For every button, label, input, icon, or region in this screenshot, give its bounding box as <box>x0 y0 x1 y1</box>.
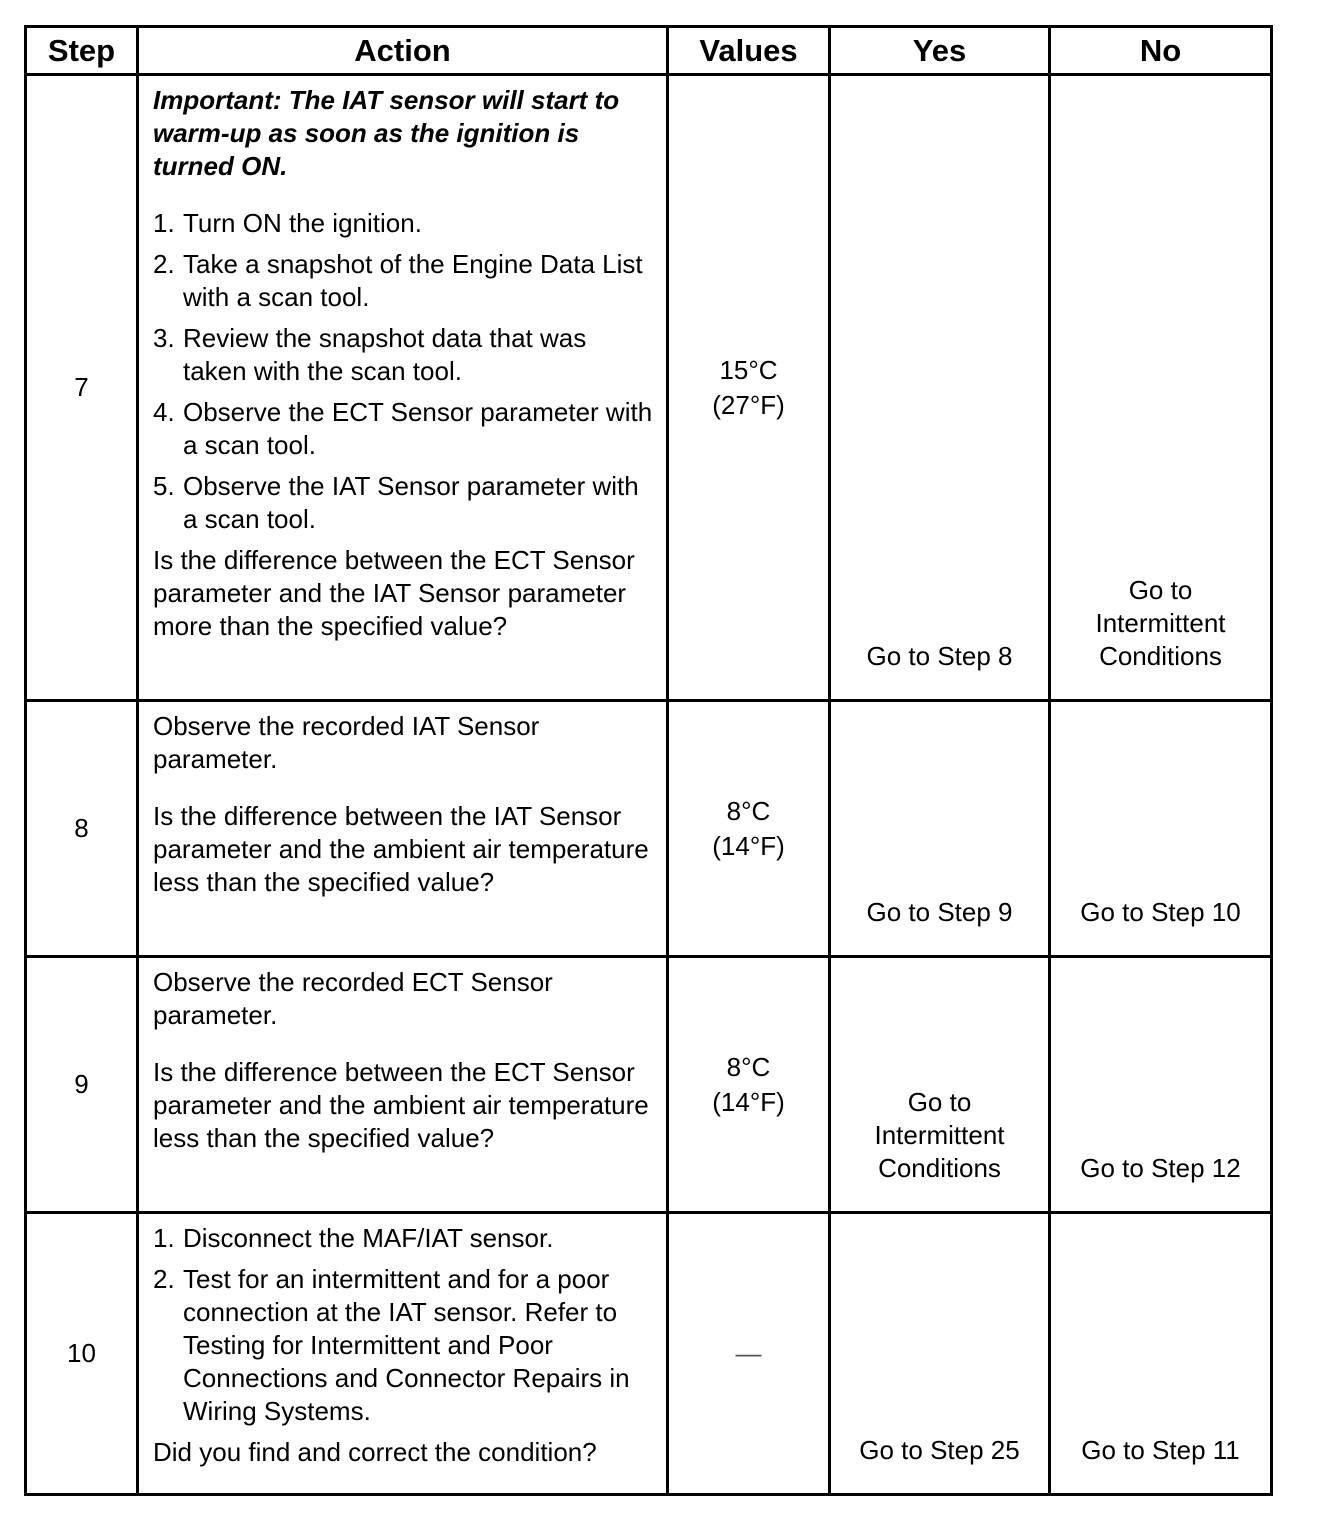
action-cell <box>138 75 668 701</box>
item-number: 4. <box>153 397 175 427</box>
yes-cell: Go to Step 9 <box>830 701 1050 957</box>
list-item <box>153 396 654 462</box>
item-text: Review the snapshot data that was taken with the scan tool. <box>183 323 587 386</box>
header-step: Step <box>26 27 138 75</box>
action-cell <box>138 957 668 1213</box>
question-text: Did you find and correct the condition? <box>153 1437 597 1467</box>
list-item <box>153 1263 654 1428</box>
question-text: Is the difference between the IAT Sensor parameter and the ambient air temperature less than the specified value? <box>153 801 649 897</box>
item-number: 1. <box>153 208 175 238</box>
question-text: Is the difference between the ECT Sensor parameter and the ambient air temperature less than the specified value? <box>153 1057 649 1153</box>
list-item <box>153 322 654 388</box>
list-item <box>153 248 654 314</box>
list-item <box>153 207 654 240</box>
value-cell: 8°C (14°F) <box>668 957 830 1213</box>
value-cell: 8°C (14°F) <box>668 701 830 957</box>
action-steps <box>153 207 654 536</box>
value-cell: 15°C (27°F) <box>668 75 830 701</box>
no-cell: Go to Step 10 <box>1050 701 1272 957</box>
item-text: Turn ON the ignition. <box>183 208 422 238</box>
step-number: 10 <box>26 1213 138 1495</box>
table-row <box>26 1213 1272 1495</box>
action-cell <box>138 1213 668 1495</box>
item-number: 2. <box>153 249 175 279</box>
list-item <box>153 470 654 536</box>
item-number: 1. <box>153 1223 175 1253</box>
yes-cell: Go to Intermittent Conditions <box>830 957 1050 1213</box>
step-number: 9 <box>26 957 138 1213</box>
diagnostic-table <box>24 25 1273 1496</box>
value-cell <box>668 1213 830 1495</box>
no-cell: Go to Step 12 <box>1050 957 1272 1213</box>
item-text: Disconnect the MAF/IAT sensor. <box>183 1223 554 1253</box>
table-row <box>26 701 1272 957</box>
header-values: Values <box>668 27 830 75</box>
table-row <box>26 75 1272 701</box>
empty-value-dash: — <box>735 1338 762 1368</box>
item-text: Test for an intermittent and for a poor connection at the IAT sensor. Refer to Testing for Intermittent and Poor Connections and Connector Repairs in Wiring Systems. <box>183 1264 630 1426</box>
yes-cell: Go to Step 8 <box>830 75 1050 701</box>
header-row <box>26 27 1272 75</box>
item-text: Observe the IAT Sensor parameter with a scan tool. <box>183 471 639 534</box>
header-yes: Yes <box>830 27 1050 75</box>
important-note: Important: The IAT sensor will start to warm-up as soon as the ignition is turned ON. <box>153 85 620 181</box>
item-number: 5. <box>153 471 175 501</box>
header-no: No <box>1050 27 1272 75</box>
action-cell <box>138 701 668 957</box>
instruction-text: Observe the recorded ECT Sensor parameter. <box>153 967 553 1030</box>
list-item <box>153 1222 654 1255</box>
step-number: 7 <box>26 75 138 701</box>
step-number: 8 <box>26 701 138 957</box>
table-row <box>26 957 1272 1213</box>
action-steps <box>153 1222 654 1428</box>
no-cell: Go to Step 11 <box>1050 1213 1272 1495</box>
yes-cell: Go to Step 25 <box>830 1213 1050 1495</box>
item-number: 2. <box>153 1264 175 1294</box>
item-number: 3. <box>153 323 175 353</box>
instruction-text: Observe the recorded IAT Sensor parameter. <box>153 711 540 774</box>
no-cell: Go to Intermittent Conditions <box>1050 75 1272 701</box>
question-text: Is the difference between the ECT Sensor parameter and the IAT Sensor parameter more than the specified value? <box>153 545 635 641</box>
header-action: Action <box>138 27 668 75</box>
item-text: Observe the ECT Sensor parameter with a scan tool. <box>183 397 653 460</box>
item-text: Take a snapshot of the Engine Data List with a scan tool. <box>183 249 643 312</box>
